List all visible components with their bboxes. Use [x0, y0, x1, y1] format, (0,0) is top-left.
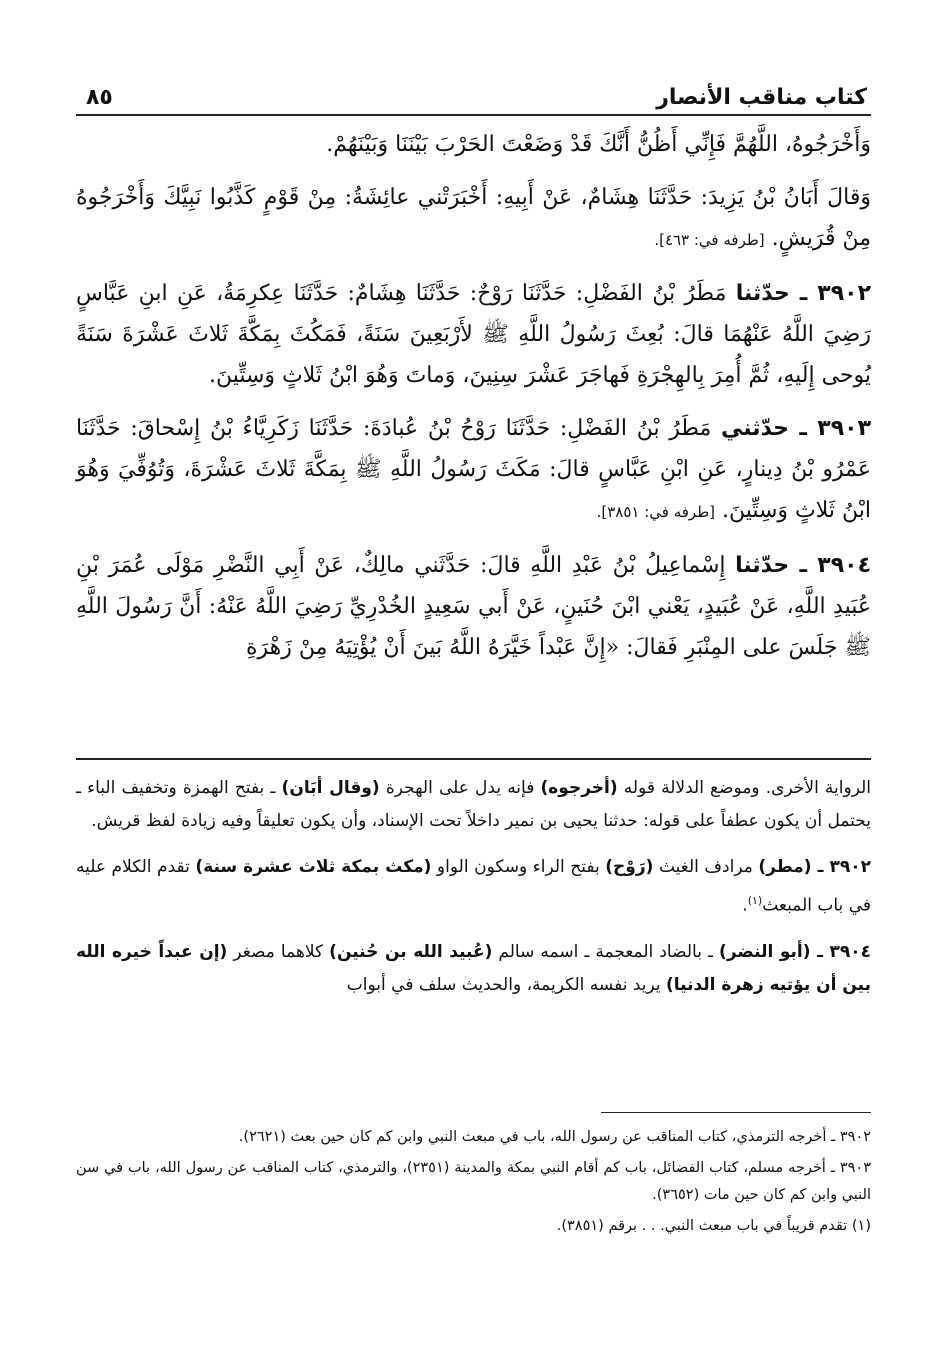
page-number: ٨٥: [86, 85, 113, 110]
commentary: [76, 772, 871, 1015]
footnote: ٣٩٠٢ ـ أخرجه الترمذي، كتاب المناقب عن رسول الله، باب في مبعث النبي وابن كم كان حين بعث (٢٦٢١).: [238, 1129, 871, 1145]
commentary-paragraph: [76, 772, 871, 838]
commentary-keyword: (مكث بمكة ثلاث عشرة سنة): [195, 857, 432, 877]
commentary-keyword: (وقال أبَان): [281, 778, 380, 798]
commentary-text: .: [742, 895, 748, 916]
commentary-keyword: (إن عبداً خيره الله بين أن يؤتيه زهرة الدنيا): [76, 941, 871, 995]
hadith-text: [76, 124, 871, 680]
footnote-marker: (١): [747, 894, 763, 907]
paragraph-aban-text: وَقالَ أَبَانُ بْنُ يَزِيدَ: حَدَّثَنَا هِشَامٌ، عَنْ أَبِيهِ: أَخْبَرَتْني عائِشَةُ: مِنْ قَوْمٍ كَذَّبُوا نَبِيَّكَ وَأَخْرَجُوهُ مِنْ قُرَيشٍ.: [76, 185, 871, 251]
commentary-text: مرادف الغيث: [653, 857, 759, 877]
paragraph-continuation: وَأَخْرَجُوهُ، اللَّهُمَّ فَإِنِّي أَظُنُّ أَنَّكَ قَدْ وَضَعْتَ الحَرْبَ بَيْنَنَا وَبَيْنَهُمْ.: [326, 132, 871, 157]
commentary-text: يريد نفسه الكريمة، والحديث سلف في أبواب: [346, 974, 666, 995]
hadith-body: إِسْماعِيلُ بْنُ عَبْدِ اللَّهِ قالَ: حَدَّثَني مالِكٌ، عَنْ أَبِي النَّضْرِ مَوْلَى عُمَرَ بْنِ عُبَيدِ اللَّهِ، عَنْ عُبَيدٍ، يَعْني ابْنَ حُنَينٍ، عَنْ أَبي سَعِيدٍ الخُدْرِيِّ رَضِيَ اللَّهُ عَنْهُ: أَنَّ رَسُولَ اللَّهِ ﷺ جَلَسَ على المِنْبَرِ فَقالَ: «إِنَّ عَبْداً خَيَّرَهُ اللَّهُ بَينَ أَنْ يُؤْتِيَهُ مِنْ زَهْرَةِ: [76, 553, 871, 660]
commentary-text: بفتح الراء وسكون الواو: [431, 857, 606, 877]
commentary-keyword: (أخرجوه): [540, 778, 618, 798]
commentary-paragraph: [76, 936, 871, 1002]
hadith-number: ٣٩٠٢ ـ حدّثنا: [735, 281, 871, 306]
footnote: (١) تقدم قريباً في باب مبعث النبي. . . برقم (٣٨٥١).: [556, 1218, 871, 1234]
cross-reference: [طرفه في: ٣٨٥١].: [596, 503, 715, 521]
commentary-keyword: (رَوْح): [605, 857, 654, 877]
footnote: ٣٩٠٣ ـ أخرجه مسلم، كتاب الفضائل، باب كم أقام النبي بمكة والمدينة (٢٣٥١)، والترمذي، كتاب المناقب عن رسول الله، باب في سن النبي وابن كم كان حين مات (٣٦٥٢).: [76, 1160, 871, 1203]
hadith-3903: [76, 408, 871, 533]
footnote-divider: [601, 1112, 871, 1113]
commentary-text: ـ بالضاد المعجمة ـ اسمه سالم: [492, 941, 720, 962]
running-title: كتاب مناقب الأنصار: [656, 85, 867, 110]
commentary-keyword: ٣٩٠٢ ـ (مطر): [758, 857, 871, 877]
paragraph-aban: [76, 177, 871, 261]
commentary-keyword: (عُبيد الله بن حُنين): [329, 941, 493, 962]
commentary-text: ـ بفتح الهمزة وتخفيف الباء ـ يحتمل أن يكون عطفاً على قوله: حدثنا يحيى بن نمير داخلاً تحت الإسناد، وأن يكون تعليقاً وفيه زيادة لفظ قريش.: [76, 778, 871, 831]
commentary-paragraph: [76, 851, 871, 923]
footnotes: [76, 1124, 871, 1244]
hadith-3902: [76, 273, 871, 396]
hadith-body: مَطَرُ بْنُ الفَضْلِ: حَدَّثَنَا رَوْحُ بْنُ عُبادَةَ: حَدَّثَنَا زَكَرِيَّاءُ بْنُ إِسْحاقَ: حَدَّثَنَا عَمْرُو بْنُ دِينارٍ، عَنِ ابْنِ عَبَّاسٍ قالَ: مَكَثَ رَسُولُ اللَّهِ ﷺ بِمَكَّةَ ثَلاثَ عَشْرَةَ، وَتُوُفِّيَ وَهُوَ ابْنُ ثَلاثٍ وَسِتِّينَ.: [76, 416, 871, 523]
hadith-number: ٣٩٠٣ ـ حدّثني: [720, 416, 871, 441]
commentary-text: الرواية الأخرى. وموضع الدلالة قوله: [617, 778, 871, 798]
hadith-3904: [76, 545, 871, 668]
commentary-text: تقدم الكلام عليه في باب المبعث: [76, 857, 871, 916]
header-rule: [76, 114, 871, 116]
commentary-divider: [76, 758, 871, 760]
cross-reference: [طرفه في: ٤٦٣].: [654, 231, 765, 249]
commentary-text: فإنه يدل على الهجرة: [379, 778, 541, 798]
hadith-number: ٣٩٠٤ ـ حدّثنا: [735, 553, 871, 578]
page-header: [86, 58, 867, 110]
commentary-keyword: ٣٩٠٤ ـ (أبو النضر): [719, 941, 872, 962]
commentary-text: كلاهما مصغر: [227, 941, 330, 962]
hadith-body: مَطَرُ بْنُ الفَضْلِ: حَدَّثَنَا رَوْحٌ: حَدَّثَنَا هِشَامٌ: حَدَّثَنَا عِكرِمَةُ، عَنِ ابنِ عَبَّاسٍ رَضِيَ اللَّهُ عَنْهُمَا قالَ: بُعِثَ رَسُولُ اللَّهِ ﷺ لأَرْبَعِينَ سَنَةً، فَمَكُثَ بِمَكَّةَ ثَلاثَ عَشْرَةَ سَنَةً يُوحى إِلَيهِ، ثُمَّ أُمِرَ بِالهِجْرَةِ فَهاجَرَ عَشْرَ سِنِينَ، وَماتَ وَهُوَ ابْنُ ثَلاثٍ وَسِتِّينَ.: [76, 281, 871, 388]
